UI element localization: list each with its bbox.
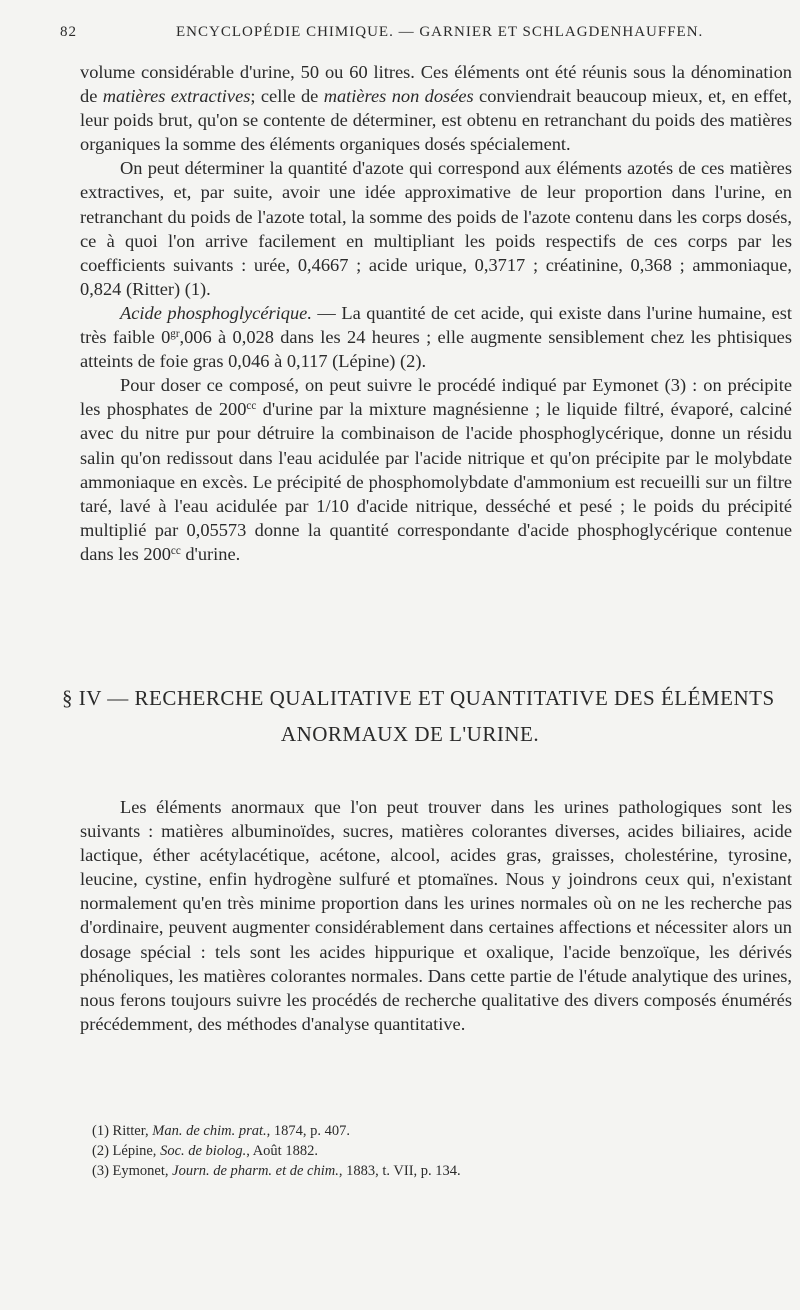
footnote-1: (1) Ritter, Man. de chim. prat., 1874, p. 407. [92,1123,350,1139]
running-title: ENCYCLOPÉDIE CHIMIQUE. — GARNIER ET SCHLAGDENHAUFFEN. [176,24,704,40]
paragraph-acide-phosphoglycerique: Acide phosphoglycérique. — La quantité de cet acide, qui existe dans l'urine humaine, est très faible $0^{gr},006$ à 0,028 dans les 24 heures ; elle augmente sensiblement chez les phtisiques atteints de foie gras 0,046 à 0,117 (Lépine) (2). [80,302,792,372]
body-text-top [80,60,792,566]
running-header [60,22,775,48]
footnotes [92,1121,712,1181]
footnote-3: (3) Eymonet, Journ. de pharm. et de chim., 1883, t. VII, p. 134. [92,1163,461,1179]
section-heading [60,680,800,752]
paragraph-dosage: Pour doser ce composé, on peut suivre le procédé indiqué par Eymonet (3) : on précipite les phosphates de $200^{cc}$ d'urine par la mixture magnésienne ; le liquide filtré, évaporé, calciné avec du nitre pur pour détruire la combinaison de l'acide phosphoglycérique, donne un résidu salin qu'on redissout dans l'eau acidulée par l'acide nitrique et qu'on précipite par le molybdate ammoniaque en excès. Le précipité de phosphomolybdate d'ammonium est recueilli sur un filtre taré, lavé à l'eau acidulée par 1/10 d'acide nitrique, desséché et pesé ; le poids du précipité multiplié par 0,05573 donne la quantité correspondante d'acide phosphoglycérique contenue dans les $200^{cc}$ d'urine. [80,375,792,564]
paragraph-azote: On peut déterminer la quantité d'azote qui correspond aux éléments azotés de ces matières extractives, et, par suite, avoir une idée approximative de leur proportion dans l'urine, en retranchant du poids de l'azote total, la somme des poids de l'azote contenu dans les corps dosés, ce à quoi l'on arrive facilement en multipliant les poids respectifs de ces corps par les coefficients suivants : urée, 0,4667 ; acide urique, 0,3717 ; créatinine, 0,368 ; ammoniaque, 0,824 (Ritter) (1). [80,158,792,299]
section-heading-line1: § IV — RECHERCHE QUALITATIVE ET QUANTITATIVE DES ÉLÉMENTS [62,686,775,710]
body-text-section [80,795,792,1036]
section-heading-line2: ANORMAUX DE L'URINE. [280,722,540,746]
paragraph-continuation: volume considérable d'urine, 50 ou 60 litres. Ces éléments ont été réunis sous la dénomination de matières extractives; celle de matières non dosées conviendrait beaucoup mieux, et, en effet, leur poids brut, qu'on se contente de déterminer, est obtenu en retranchant du poids des matières organiques la somme des éléments organiques dosés spécialement. [80,62,792,155]
page-number: 82 [60,24,77,40]
run-in-title: Acide phosphoglycérique. [120,302,312,323]
footnote-2: (2) Lépine, Soc. de biolog., Août 1882. [92,1143,318,1159]
paragraph-elements-anormaux: Les éléments anormaux que l'on peut trouver dans les urines pathologiques sont les suivants : matières albuminoïdes, sucres, matières colorantes diverses, acides biliaires, acide lactique, éther acétylacétique, acétone, alcool, acides gras, graisses, cholestérine, tyrosine, leucine, cystine, enfin hydrogène sulfuré et ptomaïnes. Nous y joindrons ceux qui, n'existant normalement qu'en très minime proportion dans les urines normales où on ne les recherche pas d'ordinaire, peuvent augmenter considérablement dans certaines affections et nécessiter alors un dosage spécial : tels sont les acides hippurique et oxalique, l'acide benzoïque, les dérivés phénoliques, les matières colorantes normales. Dans cette partie de l'étude analytique des urines, nous ferons toujours suivre les procédés de recherche qualitative des divers composés énumérés précédemment, des méthodes d'analyse quantitative. [80,797,792,1034]
